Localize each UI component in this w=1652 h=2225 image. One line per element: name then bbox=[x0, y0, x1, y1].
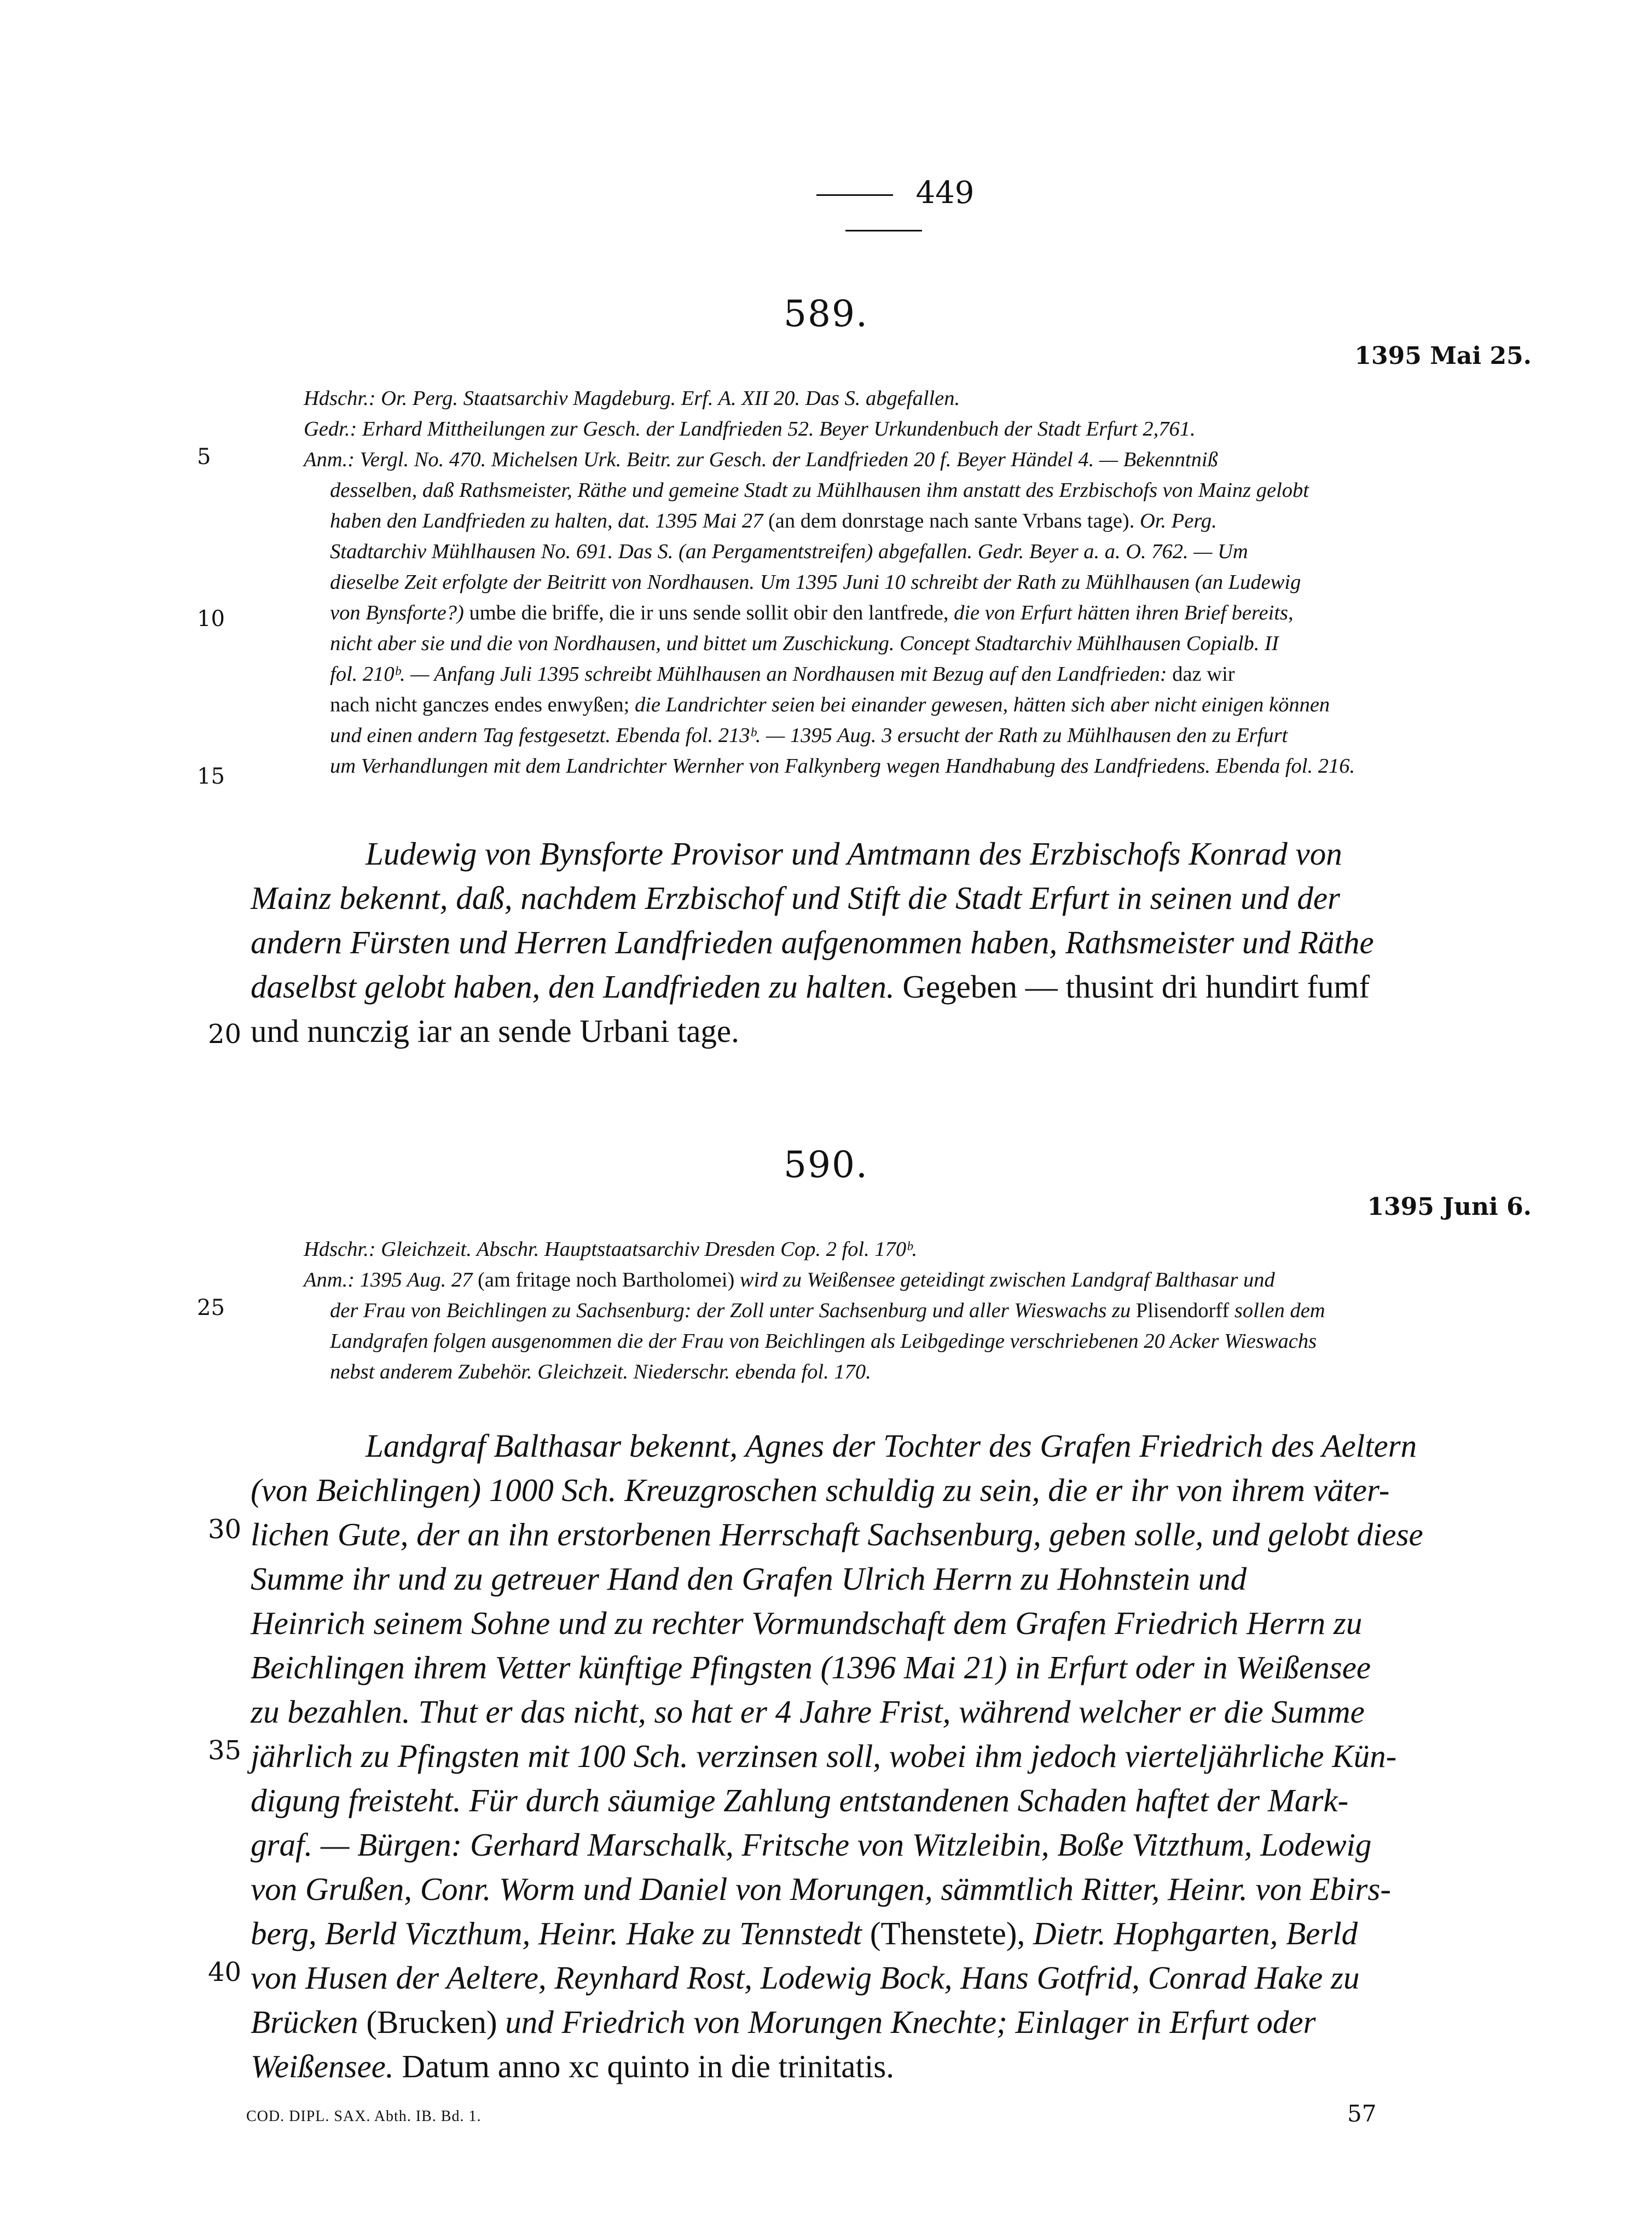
note-line bbox=[304, 1295, 1540, 1326]
body-fragment: und Friedrich von Morungen Knechte; Einlager in Erfurt oder bbox=[497, 2004, 1316, 2040]
note-line: Stadtarchiv Mühlhausen No. 691. Das S. (an Pergamentstreifen) abgefallen. Gedr. Beyer a. a. O. 762. — Um bbox=[330, 540, 1248, 563]
body-quote: Gegeben — thusint dri hundirt fumf bbox=[894, 969, 1370, 1005]
note-quote: (am fritage noch Bartholomei) bbox=[477, 1268, 735, 1291]
body-line: Ludewig von Bynsforte Provisor und Amtmann des Erzbischofs Konrad von bbox=[366, 836, 1342, 872]
line-number: 20 bbox=[208, 1019, 242, 1050]
note-quote: umbe die briffe, die ir uns sende sollit obir den lantfrede, bbox=[469, 601, 949, 624]
body-line: von Husen der Aeltere, Reynhard Rost, Lodewig Bock, Hans Gotfrid, Conrad Hake zu bbox=[251, 1960, 1360, 1996]
body-quote: Datum anno xc quinto in die trinitatis. bbox=[393, 2048, 894, 2084]
body-line: und nunczig iar an sende Urbani tage. bbox=[251, 1013, 739, 1049]
note-line: Hdschr.: Or. Perg. Staatsarchiv Magdeburg. Erf. A. XII 20. Das S. abgefallen. bbox=[304, 387, 960, 410]
line-number: 25 bbox=[197, 1295, 225, 1320]
note-line: Gedr.: Erhard Mittheilungen zur Gesch. der Landfrieden 52. Beyer Urkundenbuch der Stadt Erfurt 2,761. bbox=[304, 418, 1196, 441]
note-line: desselben, daß Rathsmeister, Räthe und gemeine Stadt zu Mühlhausen ihm anstatt des Erzbischofs von Mainz gelobt bbox=[330, 479, 1309, 502]
note-line: und einen andern Tag festgesetzt. Ebenda fol. 213ᵇ. — 1395 Aug. 3 ersucht der Rath zu Mühlhausen den zu Erfurt bbox=[330, 724, 1288, 747]
page-header bbox=[741, 175, 1026, 246]
note-fragment: Or. Perg. bbox=[1134, 509, 1217, 532]
note-quote: nach nicht ganczes endes enwyßen; bbox=[330, 693, 630, 716]
body-line: graf. — Bürgen: Gerhard Marschalk, Fritsche von Witzleibin, Boße Vitzthum, Lodewig bbox=[251, 1827, 1372, 1863]
body-line: jährlich zu Pfingsten mit 100 Sch. verzinsen soll, wobei ihm jedoch vierteljährliche Kün- bbox=[251, 1738, 1397, 1774]
document-date-589: 1395 Mai 25. bbox=[1354, 342, 1532, 370]
body-line: Landgraf Balthasar bekennt, Agnes der Tochter des Grafen Friedrich des Aeltern bbox=[366, 1428, 1417, 1464]
body-line: von Grußen, Conr. Worm und Daniel von Morungen, sämmtlich Ritter, Heinr. von Ebirs- bbox=[251, 1871, 1391, 1907]
note-line bbox=[304, 506, 1540, 536]
line-number: 30 bbox=[208, 1514, 242, 1545]
body-fragment: Dietr. Hophgarten, Berld bbox=[1025, 1915, 1358, 1951]
body-line bbox=[251, 2000, 1542, 2044]
note-line: Hdschr.: Gleichzeit. Abschr. Hauptstaatsarchiv Dresden Cop. 2 fol. 170ᵇ. bbox=[304, 1238, 918, 1261]
note-line: Anm.: Vergl. No. 470. Michelsen Urk. Beitr. zur Gesch. der Landfrieden 20 f. Beyer Händel 4. — Bekenntniß bbox=[304, 448, 1218, 471]
note-line: dieselbe Zeit erfolgte der Beitritt von Nordhausen. Um 1395 Juni 10 schreibt der Rath zu Mühlhausen (an Ludewig bbox=[330, 571, 1301, 594]
header-rule-left bbox=[816, 194, 893, 196]
line-number: 40 bbox=[208, 1957, 242, 1988]
note-quote: (an dem donrstage nach sante Vrbans tage). bbox=[768, 509, 1135, 532]
document-number-589: 589. bbox=[784, 293, 868, 335]
note-fragment: fol. 210ᵇ. — Anfang Juli 1395 schreibt Mühlhausen an Nordhausen mit Bezug auf den Landfrieden: bbox=[330, 663, 1173, 686]
body-line: Heinrich seinem Sohne und zu rechter Vormundschaft dem Grafen Friedrich Herrn zu bbox=[251, 1605, 1363, 1641]
line-number: 15 bbox=[197, 764, 225, 789]
note-fragment: Anm.: 1395 Aug. 27 bbox=[304, 1268, 478, 1291]
document-number-590: 590. bbox=[784, 1144, 868, 1186]
note-line: Landgrafen folgen ausgenommen die der Frau von Beichlingen als Leibgedinge verschriebenen 20 Acker Wieswachs bbox=[330, 1330, 1317, 1353]
body-line: andern Fürsten und Herren Landfrieden aufgenommen haben, Rathsmeister und Räthe bbox=[251, 924, 1374, 960]
body-line bbox=[251, 965, 1542, 1009]
note-line bbox=[304, 689, 1540, 720]
note-line bbox=[304, 598, 1540, 628]
body-fragment: berg, Berld Viczthum, Heinr. Hake zu Tennstedt bbox=[251, 1915, 870, 1951]
document-date-590: 1395 Juni 6. bbox=[1367, 1193, 1532, 1221]
footer-series-label: COD. DIPL. SAX. Abth. IB. Bd. 1. bbox=[246, 2108, 482, 2125]
body-quote: (Thenstete), bbox=[870, 1915, 1025, 1951]
notes-590 bbox=[304, 1234, 1540, 1387]
body-line: digung freisteht. Für durch säumige Zahlung entstandenen Schaden haftet der Mark- bbox=[251, 1782, 1349, 1818]
note-fragment: wird zu Weißensee geteidingt zwischen Landgraf Balthasar und bbox=[734, 1268, 1275, 1291]
note-line: nicht aber sie und die von Nordhausen, und bittet um Zuschickung. Concept Stadtarchiv Mühlhausen Copialb. II bbox=[330, 632, 1279, 655]
body-line: Summe ihr und zu getreuer Hand den Grafen Ulrich Herrn zu Hohnstein und bbox=[251, 1561, 1247, 1597]
body-quote: (Brucken) bbox=[366, 2004, 497, 2040]
note-quote: daz wir bbox=[1172, 663, 1235, 686]
note-fragment: die Landrichter seien bei einander gewesen, hätten sich aber nicht einigen können bbox=[629, 693, 1330, 716]
note-line bbox=[304, 1265, 1540, 1295]
note-fragment: der Frau von Beichlingen zu Sachsenburg: der Zoll unter Sachsenburg und aller Wieswachs zu bbox=[330, 1299, 1136, 1322]
body-line bbox=[251, 2044, 1542, 2089]
line-number: 5 bbox=[197, 444, 211, 470]
body-fragment: Brücken bbox=[251, 2004, 367, 2040]
body-line bbox=[251, 1911, 1542, 1956]
regest-590 bbox=[251, 1424, 1542, 2089]
body-fragment: daselbst gelobt haben, den Landfrieden zu halten. bbox=[251, 969, 895, 1005]
note-line: nebst anderem Zubehör. Gleichzeit. Niederschr. ebenda fol. 170. bbox=[330, 1360, 871, 1383]
body-line: lichen Gute, der an ihn erstorbenen Herrschaft Sachsenburg, geben solle, und gelobt diese bbox=[251, 1516, 1423, 1552]
body-fragment: Weißensee. bbox=[251, 2048, 394, 2084]
body-line: (von Beichlingen) 1000 Sch. Kreuzgroschen schuldig zu sein, die er ihr von ihrem väter- bbox=[251, 1472, 1390, 1508]
note-fragment: haben den Landfrieden zu halten, dat. 1395 Mai 27 bbox=[330, 509, 768, 532]
footer-signature-number: 57 bbox=[1347, 2100, 1377, 2127]
regest-589 bbox=[251, 832, 1542, 1053]
body-line: Mainz bekennt, daß, nachdem Erzbischof und Stift die Stadt Erfurt in seinen und der bbox=[251, 880, 1341, 916]
notes-589 bbox=[304, 383, 1540, 781]
body-line: Beichlingen ihrem Vetter künftige Pfingsten (1396 Mai 21) in Erfurt oder in Weißensee bbox=[251, 1649, 1371, 1685]
line-number: 10 bbox=[197, 606, 225, 631]
note-line: um Verhandlungen mit dem Landrichter Wernher von Falkynberg wegen Handhabung des Landfriedens. Ebenda fol. 216. bbox=[330, 755, 1355, 778]
note-fragment: die von Erfurt hätten ihren Brief bereits, bbox=[948, 601, 1294, 624]
note-fragment: sollen dem bbox=[1229, 1299, 1325, 1322]
line-number: 35 bbox=[208, 1735, 242, 1766]
header-rule-right bbox=[845, 230, 922, 231]
note-fragment: von Bynsforte?) bbox=[330, 601, 469, 624]
note-quote: Plisendorff bbox=[1135, 1299, 1230, 1322]
page-number: 449 bbox=[915, 175, 975, 211]
note-line bbox=[304, 659, 1540, 689]
body-line: zu bezahlen. Thut er das nicht, so hat er 4 Jahre Frist, während welcher er die Summe bbox=[251, 1694, 1365, 1730]
